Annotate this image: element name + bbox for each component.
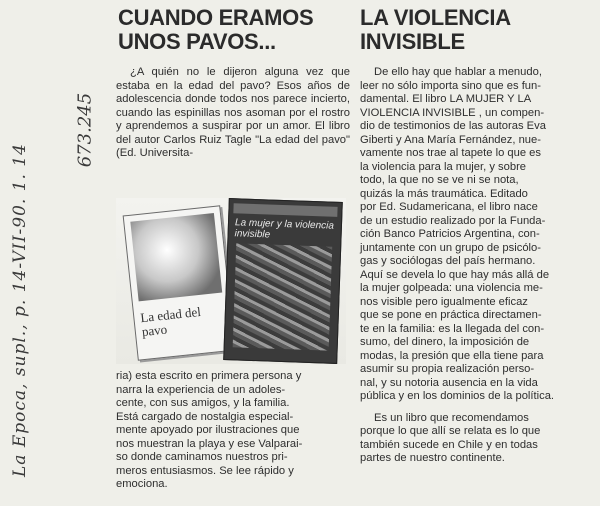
left-headline-line-2: UNOS PAVOS... xyxy=(118,29,276,54)
text-line: De ello hay que hablar a menudo, xyxy=(374,66,542,78)
text-line: gas y sociólogas del país hermano. xyxy=(360,255,536,267)
handwritten-catalog-number xyxy=(70,92,100,168)
book-covers-photo xyxy=(116,198,346,364)
text-line: nos visible pero igualmente eficaz xyxy=(360,295,528,308)
left-article-continued xyxy=(116,370,350,492)
text-line: la mujer golpeada: una violencia me- xyxy=(360,282,543,294)
left-headline xyxy=(118,6,313,54)
book-cover-illustration xyxy=(233,243,333,350)
text-line: quizás la más traumática. Editado xyxy=(360,187,528,200)
text-line: vamente nos trae al tapete lo que es xyxy=(360,147,541,159)
text-line: partes de nuestro continente. xyxy=(360,452,505,464)
text-line: que se pone en práctica directamen- xyxy=(360,309,542,321)
left-headline-line-1: CUANDO ERAMOS xyxy=(118,5,314,30)
text-line: dio de testimonios de las autoras Eva xyxy=(360,120,546,132)
right-article-body xyxy=(360,66,596,466)
text-line: cente, con sus amigos, y la familia. xyxy=(116,397,290,409)
text-line: meros entusiasmos. Se lee rápido y xyxy=(116,464,294,477)
text-line: modas, la presión que ella tiene para xyxy=(360,349,544,362)
text-line: narra la experiencia de un adoles- xyxy=(116,383,286,396)
right-headline xyxy=(360,6,511,54)
text-line: damental. El libro LA MUJER Y LA xyxy=(360,93,532,105)
text-line: Giberti y Ana María Fernández, nue- xyxy=(360,133,541,146)
text-line: por Ed. Sudamericana, el libro nace xyxy=(360,201,538,213)
text-line: ción Banco Patricios Argentina, con- xyxy=(360,228,540,240)
book-cover-header-band xyxy=(233,203,337,217)
text-line: la violencia para la mujer, y sobre xyxy=(360,160,527,173)
handwritten-source-note xyxy=(6,120,34,500)
right-headline-line-1: LA VIOLENCIA xyxy=(360,5,511,30)
book-cover-title: La mujer y la violencia invisible xyxy=(234,217,335,241)
text-line: Está cargado de nostalgia especial- xyxy=(116,410,294,423)
left-article-intro xyxy=(116,66,350,161)
text-line: mente apoyado por ilustraciones que xyxy=(116,424,300,436)
book-cover-title: La edad del pavo xyxy=(139,303,202,340)
right-headline-line-2: INVISIBLE xyxy=(360,29,465,54)
text-line: emociona. xyxy=(116,478,168,490)
text-line: nal, y su notoria ausencia en la vida xyxy=(360,376,538,389)
text-line: también sucede en Chile y en todas xyxy=(360,438,538,451)
book-cover-la-mujer-y-la-violencia xyxy=(223,198,343,364)
text-line: juntamente con un grupo de psicólo- xyxy=(360,241,541,254)
text-line: todo, la que no se ve ni se nota, xyxy=(360,174,519,186)
text-line: pública y en los dominios de la política. xyxy=(360,390,555,402)
text-line: so donde caminamos nuestros pri- xyxy=(116,451,288,463)
text-line: de un estudio realizado por la Funda- xyxy=(360,214,546,227)
text-line: porque lo que allí se relata es lo que xyxy=(360,425,541,437)
text-line: Aquí se devela lo que hay más allá de xyxy=(360,268,550,281)
book-cover-la-edad-del-pavo xyxy=(123,205,236,360)
text-line: sumo, del dinero, la imposición de xyxy=(360,336,530,348)
text-line: nos muestran la playa y ese Valparai- xyxy=(116,437,303,450)
text-line: ria) esta escrito en primera persona y xyxy=(116,370,302,382)
text-line: leer no sólo importa sino que es fun- xyxy=(360,79,541,92)
book-cover-illustration xyxy=(130,213,222,301)
handwritten-text: La Epoca, supl., p. 14-VII-90. 1. 14 xyxy=(10,143,30,477)
left-article-para-1: ¿A quién no le dijeron alguna vez que estaba en la edad del pavo? Esos años de adolescencia donde todos nos parece incierto, cuando las espinillas nos asoman por el rostro y aprendemos a suspirar por un amor. El libro del autor Carlos Ruiz Tagle "La edad del pavo" (Ed. Universita- xyxy=(116,66,350,159)
handwritten-text: 673.245 xyxy=(74,92,96,168)
text-line: te en la familia: es la llegada del con- xyxy=(360,322,545,335)
text-line: Es un libro que recomendamos xyxy=(374,411,529,424)
text-line: asumir su propia realización perso- xyxy=(360,363,535,375)
text-line: VIOLENCIA INVISIBLE , un compen- xyxy=(360,106,545,119)
